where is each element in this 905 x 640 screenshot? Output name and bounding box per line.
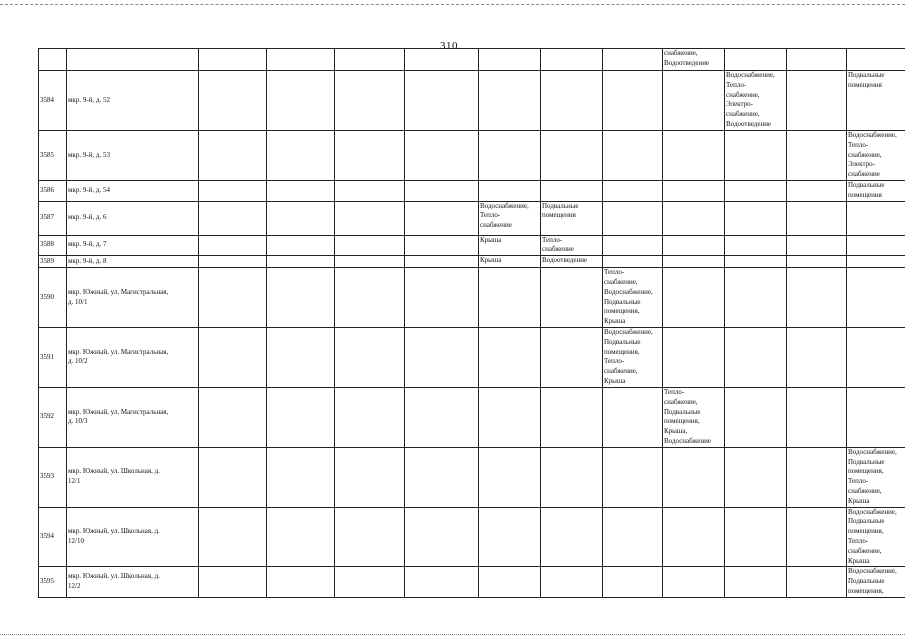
table-cell [725, 201, 787, 235]
table-cell [199, 447, 267, 507]
table-cell [335, 327, 405, 387]
table-cell [541, 256, 603, 268]
row-address [67, 387, 199, 447]
cell-text: Подвальные помещения [542, 201, 579, 220]
table-cell [405, 181, 479, 202]
table-cell [479, 71, 541, 131]
address-text: мкр. Южный, ул. Магистральная, д. 10/3 [68, 407, 169, 426]
address-text: мкр. 9-й, д. 7 [68, 240, 107, 249]
table-cell [847, 567, 905, 597]
row-number: 3588 [39, 235, 67, 256]
table-cell [479, 201, 541, 235]
table-cell [541, 268, 603, 328]
table-cell [787, 268, 847, 328]
address-text: мкр. 9-й, д. 8 [68, 256, 107, 265]
table-cell [335, 507, 405, 567]
table-cell [479, 327, 541, 387]
row-number: 3590 [39, 268, 67, 328]
table-cell [847, 268, 905, 328]
table-cell [603, 49, 663, 71]
scan-edge-top [0, 4, 905, 5]
table-cell [479, 447, 541, 507]
table-cell [405, 201, 479, 235]
table-cell [725, 268, 787, 328]
table-cell [541, 567, 603, 597]
table-cell [787, 131, 847, 181]
address-text: мкр. Южный, ул. Школьная, д. 12/2 [68, 572, 160, 590]
table-cell [847, 181, 905, 202]
table-cell [847, 387, 905, 447]
data-table [38, 48, 905, 598]
table-cell [199, 71, 267, 131]
row-address [67, 447, 199, 507]
table-cell [405, 131, 479, 181]
cell-text: Водоснабжение, Подвальные помещения, Тепло- снабжение, Крыша [604, 327, 653, 385]
table-cell [335, 387, 405, 447]
table-cell [479, 268, 541, 328]
table-cell [479, 507, 541, 567]
table-cell [541, 49, 603, 71]
table-cell [847, 256, 905, 268]
table-row [39, 507, 905, 567]
row-address [67, 181, 199, 202]
cell-text: Водоснабжение, Подвальные помещения, Тепло- снабжение, Крыша [848, 507, 897, 565]
table-cell [267, 49, 335, 71]
table-cell [725, 507, 787, 567]
table-cell [479, 567, 541, 597]
row-address [67, 71, 199, 131]
row-number: 3591 [39, 327, 67, 387]
cell-text: Тепло- снабжение [542, 235, 574, 254]
cell-text: Водоснабжение, Тепло- снабжение, Электро- снабжение [848, 131, 897, 179]
table-cell [335, 235, 405, 256]
table-cell [663, 71, 725, 131]
row-address [67, 268, 199, 328]
table-cell [479, 131, 541, 181]
table-cell [725, 71, 787, 131]
table-cell [663, 387, 725, 447]
cell-text: Подвальные помещения [848, 181, 885, 199]
table-cell [405, 327, 479, 387]
table-cell [847, 507, 905, 567]
table-cell [787, 181, 847, 202]
row-number: 3595 [39, 567, 67, 597]
table-cell [335, 256, 405, 268]
row-address [67, 201, 199, 235]
table-cell [199, 235, 267, 256]
cell-text: Крыша [480, 235, 502, 244]
table-cell [663, 507, 725, 567]
table-cell [267, 387, 335, 447]
address-text: мкр. Южный, ул. Школьная, д. 12/1 [68, 467, 160, 486]
table-cell [199, 181, 267, 202]
table-cell [603, 131, 663, 181]
table-cell [405, 268, 479, 328]
cell-text: Крыша [480, 256, 502, 265]
table-row [39, 387, 905, 447]
table-cell [725, 447, 787, 507]
table-cell [541, 235, 603, 256]
cell-text: Тепло- снабжение, Подвальные помещения, Крыша, Водоснабжение [664, 387, 712, 445]
table-cell [725, 387, 787, 447]
address-text: мкр. 9-й, д. 52 [68, 95, 110, 104]
row-address [67, 131, 199, 181]
table-cell [663, 567, 725, 597]
table-cell [663, 447, 725, 507]
table-cell [541, 201, 603, 235]
table-row [39, 447, 905, 507]
table-cell [199, 131, 267, 181]
table-cell [725, 235, 787, 256]
table-cell [603, 387, 663, 447]
table-cell [267, 256, 335, 268]
row-address [67, 567, 199, 597]
table-cell [267, 507, 335, 567]
table-cell [847, 327, 905, 387]
table-cell [847, 201, 905, 235]
table-cell [725, 49, 787, 71]
table-cell [541, 71, 603, 131]
row-number: 3584 [39, 71, 67, 131]
table-cell [603, 327, 663, 387]
table-cell [267, 181, 335, 202]
row-address [67, 507, 199, 567]
cell-text: Водоотведение [542, 256, 588, 265]
row-address [67, 327, 199, 387]
row-address [67, 235, 199, 256]
table-cell [405, 256, 479, 268]
table-cell [603, 181, 663, 202]
table-cell [663, 181, 725, 202]
table-cell [787, 447, 847, 507]
table-cell [199, 387, 267, 447]
row-address [67, 256, 199, 268]
table-cell [405, 507, 479, 567]
address-text: мкр. 9-й, д. 6 [68, 213, 107, 222]
table-cell [335, 268, 405, 328]
cell-text: Тепло- снабжение, Водоснабжение, Подвальные помещения, Крыша [604, 268, 653, 326]
table-cell [479, 256, 541, 268]
table-cell [663, 235, 725, 256]
cell-text: Водоснабжение, Подвальные помещения, [848, 567, 897, 595]
table-cell [847, 447, 905, 507]
row-number: 3585 [39, 131, 67, 181]
table-row [39, 268, 905, 328]
table-cell [541, 327, 603, 387]
table-cell [603, 235, 663, 256]
address-text: мкр. Южный, ул. Магистральная, д. 10/2 [68, 347, 169, 366]
table-cell [335, 201, 405, 235]
cell-text: Водоснабжение, Подвальные помещения, Тепло- снабжение, Крыша [848, 447, 897, 505]
cell-text: Подвальные помещения [848, 71, 885, 89]
table-cell [663, 268, 725, 328]
table-cell [787, 256, 847, 268]
table-cell [199, 268, 267, 328]
table-cell [267, 71, 335, 131]
table-cell [787, 387, 847, 447]
page-number: 310 [440, 40, 458, 52]
row-number: 3587 [39, 201, 67, 235]
table-cell [603, 268, 663, 328]
table-cell [847, 49, 905, 71]
table-cell [267, 567, 335, 597]
table-cell [267, 201, 335, 235]
table-cell [603, 256, 663, 268]
table-cell [405, 447, 479, 507]
table-cell [335, 49, 405, 71]
table-cell [847, 131, 905, 181]
scan-edge-bottom [0, 634, 905, 635]
table-cell [847, 235, 905, 256]
table-cell [787, 567, 847, 597]
table-cell [787, 49, 847, 71]
table-cell [603, 447, 663, 507]
row-number: 3592 [39, 387, 67, 447]
table-cell [541, 507, 603, 567]
table-cell [479, 49, 541, 71]
table-cell [267, 131, 335, 181]
table-cell [267, 268, 335, 328]
table-cell [787, 71, 847, 131]
row-number: 3594 [39, 507, 67, 567]
table-cell [787, 235, 847, 256]
table-cell [603, 71, 663, 131]
table-cell [199, 327, 267, 387]
table-cell [199, 256, 267, 268]
table-cell [663, 201, 725, 235]
table-cell [199, 567, 267, 597]
address-text: мкр. 9-й, д. 53 [68, 150, 110, 159]
address-text: мкр. Южный, ул. Школьная, д. 12/10 [68, 527, 160, 545]
table-cell [335, 447, 405, 507]
table-cell [267, 235, 335, 256]
table-row [39, 567, 905, 597]
table-cell [603, 507, 663, 567]
table-cell [405, 49, 479, 71]
table-cell [847, 71, 905, 131]
table-cell [479, 387, 541, 447]
table-cell [335, 567, 405, 597]
table-cell [479, 181, 541, 202]
table-cell [725, 327, 787, 387]
table-cell [663, 256, 725, 268]
table-cell [663, 327, 725, 387]
table-cell [479, 235, 541, 256]
cell-text: снабжение, Водоотведение [664, 49, 710, 67]
table-cell [335, 71, 405, 131]
table-row [39, 235, 905, 256]
table-cell [335, 131, 405, 181]
table-row [39, 327, 905, 387]
table-cell [787, 507, 847, 567]
table-cell [541, 387, 603, 447]
cell-text: Водоснабжение, Тепло- снабжение, Электро- снабжение, Водоотведение [726, 71, 775, 128]
table-row [39, 201, 905, 235]
table-cell [603, 567, 663, 597]
table-cell [335, 181, 405, 202]
table-row [39, 49, 905, 71]
table-cell [405, 567, 479, 597]
row-address [67, 49, 199, 71]
address-text: мкр. 9-й, д. 54 [68, 185, 110, 194]
row-number: 3586 [39, 181, 67, 202]
table-cell [199, 201, 267, 235]
table-cell [199, 49, 267, 71]
table-cell [725, 567, 787, 597]
table-cell [725, 256, 787, 268]
row-number: 3589 [39, 256, 67, 268]
row-number [39, 49, 67, 71]
table-cell [541, 131, 603, 181]
table-cell [199, 507, 267, 567]
table-cell [541, 447, 603, 507]
table-cell [541, 181, 603, 202]
table-row [39, 256, 905, 268]
table-row [39, 181, 905, 202]
table-cell [267, 447, 335, 507]
table-cell [663, 131, 725, 181]
row-number: 3593 [39, 447, 67, 507]
table-cell [787, 201, 847, 235]
table-cell [405, 235, 479, 256]
table-cell [663, 49, 725, 71]
table-cell [267, 327, 335, 387]
address-text: мкр. Южный, ул. Магистральная, д. 10/1 [68, 287, 169, 306]
table-cell [725, 181, 787, 202]
table-cell [725, 131, 787, 181]
table-cell [405, 71, 479, 131]
cell-text: Водоснабжение, Тепло- снабжение [480, 201, 529, 230]
table-cell [405, 387, 479, 447]
table-cell [787, 327, 847, 387]
table-row [39, 71, 905, 131]
table-cell [603, 201, 663, 235]
table-row [39, 131, 905, 181]
